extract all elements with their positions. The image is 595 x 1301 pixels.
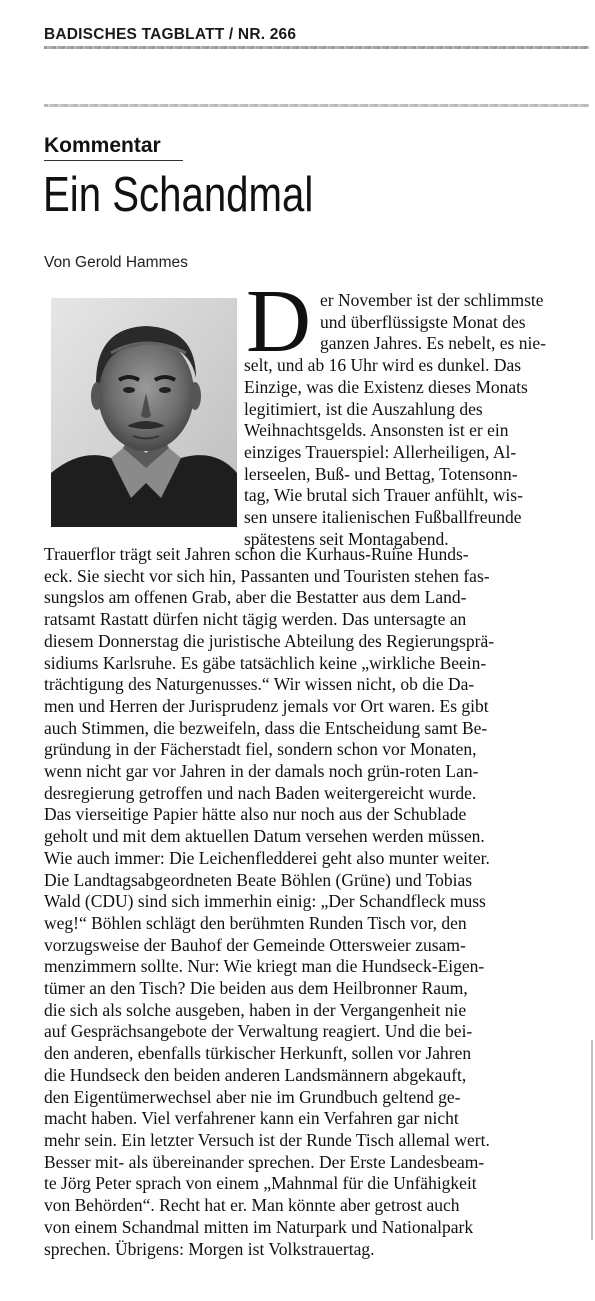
body-line: von Behörden“. Recht hat er. Man könnte aber getrost auch [44,1195,460,1216]
body-line: men und Herren der Jurisprudenz jemals vor Ort waren. Es gibt [44,695,489,716]
body-line: gründung in der Fächerstadt fiel, sondern schon vor Monaten, [44,739,477,760]
body-line: mehr sein. Ein letzter Versuch ist der Runde Tisch allemal wert. [44,1129,490,1150]
body-line: vorzugsweise der Bauhof der Gemeinde Ottersweier zusam- [44,934,466,955]
body-line: den Eigentümerwechsel aber nie im Grundbuch geltend ge- [44,1086,461,1107]
intro-line: er November ist der schlimmste [320,290,544,310]
article-title: Ein Schandmal [43,168,314,222]
intro-line: spätestens seit Montagabend. [244,528,449,549]
body-line: Das vierseitige Papier hätte also nur noch aus der Schublade [44,804,467,825]
body-line: eck. Sie siecht vor sich hin, Passanten und Touristen stehen fas- [44,565,490,586]
body-line: ratsamt Rastatt dürfen nicht tägig werden. Das untersagte an [44,609,467,630]
body-line: auf Gesprächsangebote der Verwaltung reagiert. Und die bei- [44,1021,473,1042]
body-line: tümer an den Tisch? Die beiden aus dem Heilbronner Raum, [44,978,468,999]
scan-edge [591,1040,593,1240]
body-line: wenn nicht gar vor Jahren in der damals noch grün-roten Lan- [44,761,479,782]
intro-line: sen unsere italienischen Fußballfreunde [244,507,522,528]
body-line: von einem Schandmal mitten im Naturpark und Nationalpark [44,1216,474,1237]
body-line: die sich als solche ausgeben, haben in der Vergangenheit nie [44,999,467,1020]
divider-rule [44,104,589,107]
masthead: BADISCHES TAGBLATT / NR. 266 [44,26,297,43]
body-line: weg!“ Böhlen schlägt den berühmten Runden Tisch vor, den [44,912,467,933]
body-line: Wald (CDU) sind sich immerhin einig: „Der Schandfleck muss [44,891,486,912]
intro-line: einziges Trauerspiel: Allerheiligen, Al- [244,441,517,462]
drop-cap: D [246,272,311,371]
intro-line: selt, und ab 16 Uhr wird es dunkel. Das [244,355,522,376]
intro-line: ganzen Jahres. Es nebelt, es nie- [320,333,546,354]
intro-line: Weihnachtsgelds. Ansonsten ist er ein [244,420,509,441]
body-line: Wie auch immer: Die Leichenfledderei geht also munter weiter. [44,847,490,868]
body-line: Besser mit- als übereinander sprechen. Der Erste Landesbeam- [44,1151,485,1172]
intro-line: Einzige, was die Existenz dieses Monats [244,376,528,397]
body-line: te Jörg Peter sprach von einem „Mahnmal für die Unfähigkeit [44,1173,477,1194]
intro-line: lerseelen, Buß- und Bettag, Totensonn- [244,463,518,484]
body-line: menzimmern sollte. Nur: Wie kriegt man die Hundseck-Eigen- [44,956,485,977]
section-underline [44,160,183,161]
body-line: auch Stimmen, die bezweifeln, dass die Entscheidung samt Be- [44,717,488,738]
body-line: sidiums Karlsruhe. Es gäbe tatsächlich keine „wirkliche Beein- [44,652,487,673]
section-label: Kommentar [44,134,161,157]
body-line: sungslos am offenen Grab, aber die Bestatter aus dem Land- [44,587,467,608]
body-line: desregierung getroffen und nach Baden weitergereicht wurde. [44,782,477,803]
body-line: den anderen, ebenfalls türkischer Herkunft, sollen vor Jahren [44,1043,472,1064]
body-line: trächtigung des Naturgenusses.“ Wir wissen nicht, ob die Da- [44,674,475,695]
body-line: diesem Donnerstag die juristische Abteilung des Regierungsprä- [44,630,495,651]
body-paragraph [44,544,580,1260]
intro-paragraph [244,290,580,550]
byline: Von Gerold Hammes [44,254,188,271]
intro-line: legitimiert, ist die Auszahlung des [244,398,483,419]
intro-line: und überflüssigste Monat des [320,311,526,332]
body-line: sprechen. Übrigens: Morgen ist Volkstrauertag. [44,1238,375,1259]
body-line: geholt und mit dem aktuellen Datum versehen werden müssen. [44,826,485,847]
author-photo [51,298,237,527]
body-line: die Hundseck den beiden anderen Landsmännern abgekauft, [44,1064,467,1085]
body-line: Die Landtagsabgeordneten Beate Böhlen (Grüne) und Tobias [44,869,473,890]
header-rule [44,46,589,49]
body-line: macht haben. Viel verfahrener kann ein Verfahren gar nicht [44,1108,459,1129]
intro-line: tag, Wie brutal sich Trauer anfühlt, wis- [244,485,523,506]
body-line: Trauerflor trägt seit Jahren schon die Kurhaus-Ruine Hunds- [44,544,469,564]
